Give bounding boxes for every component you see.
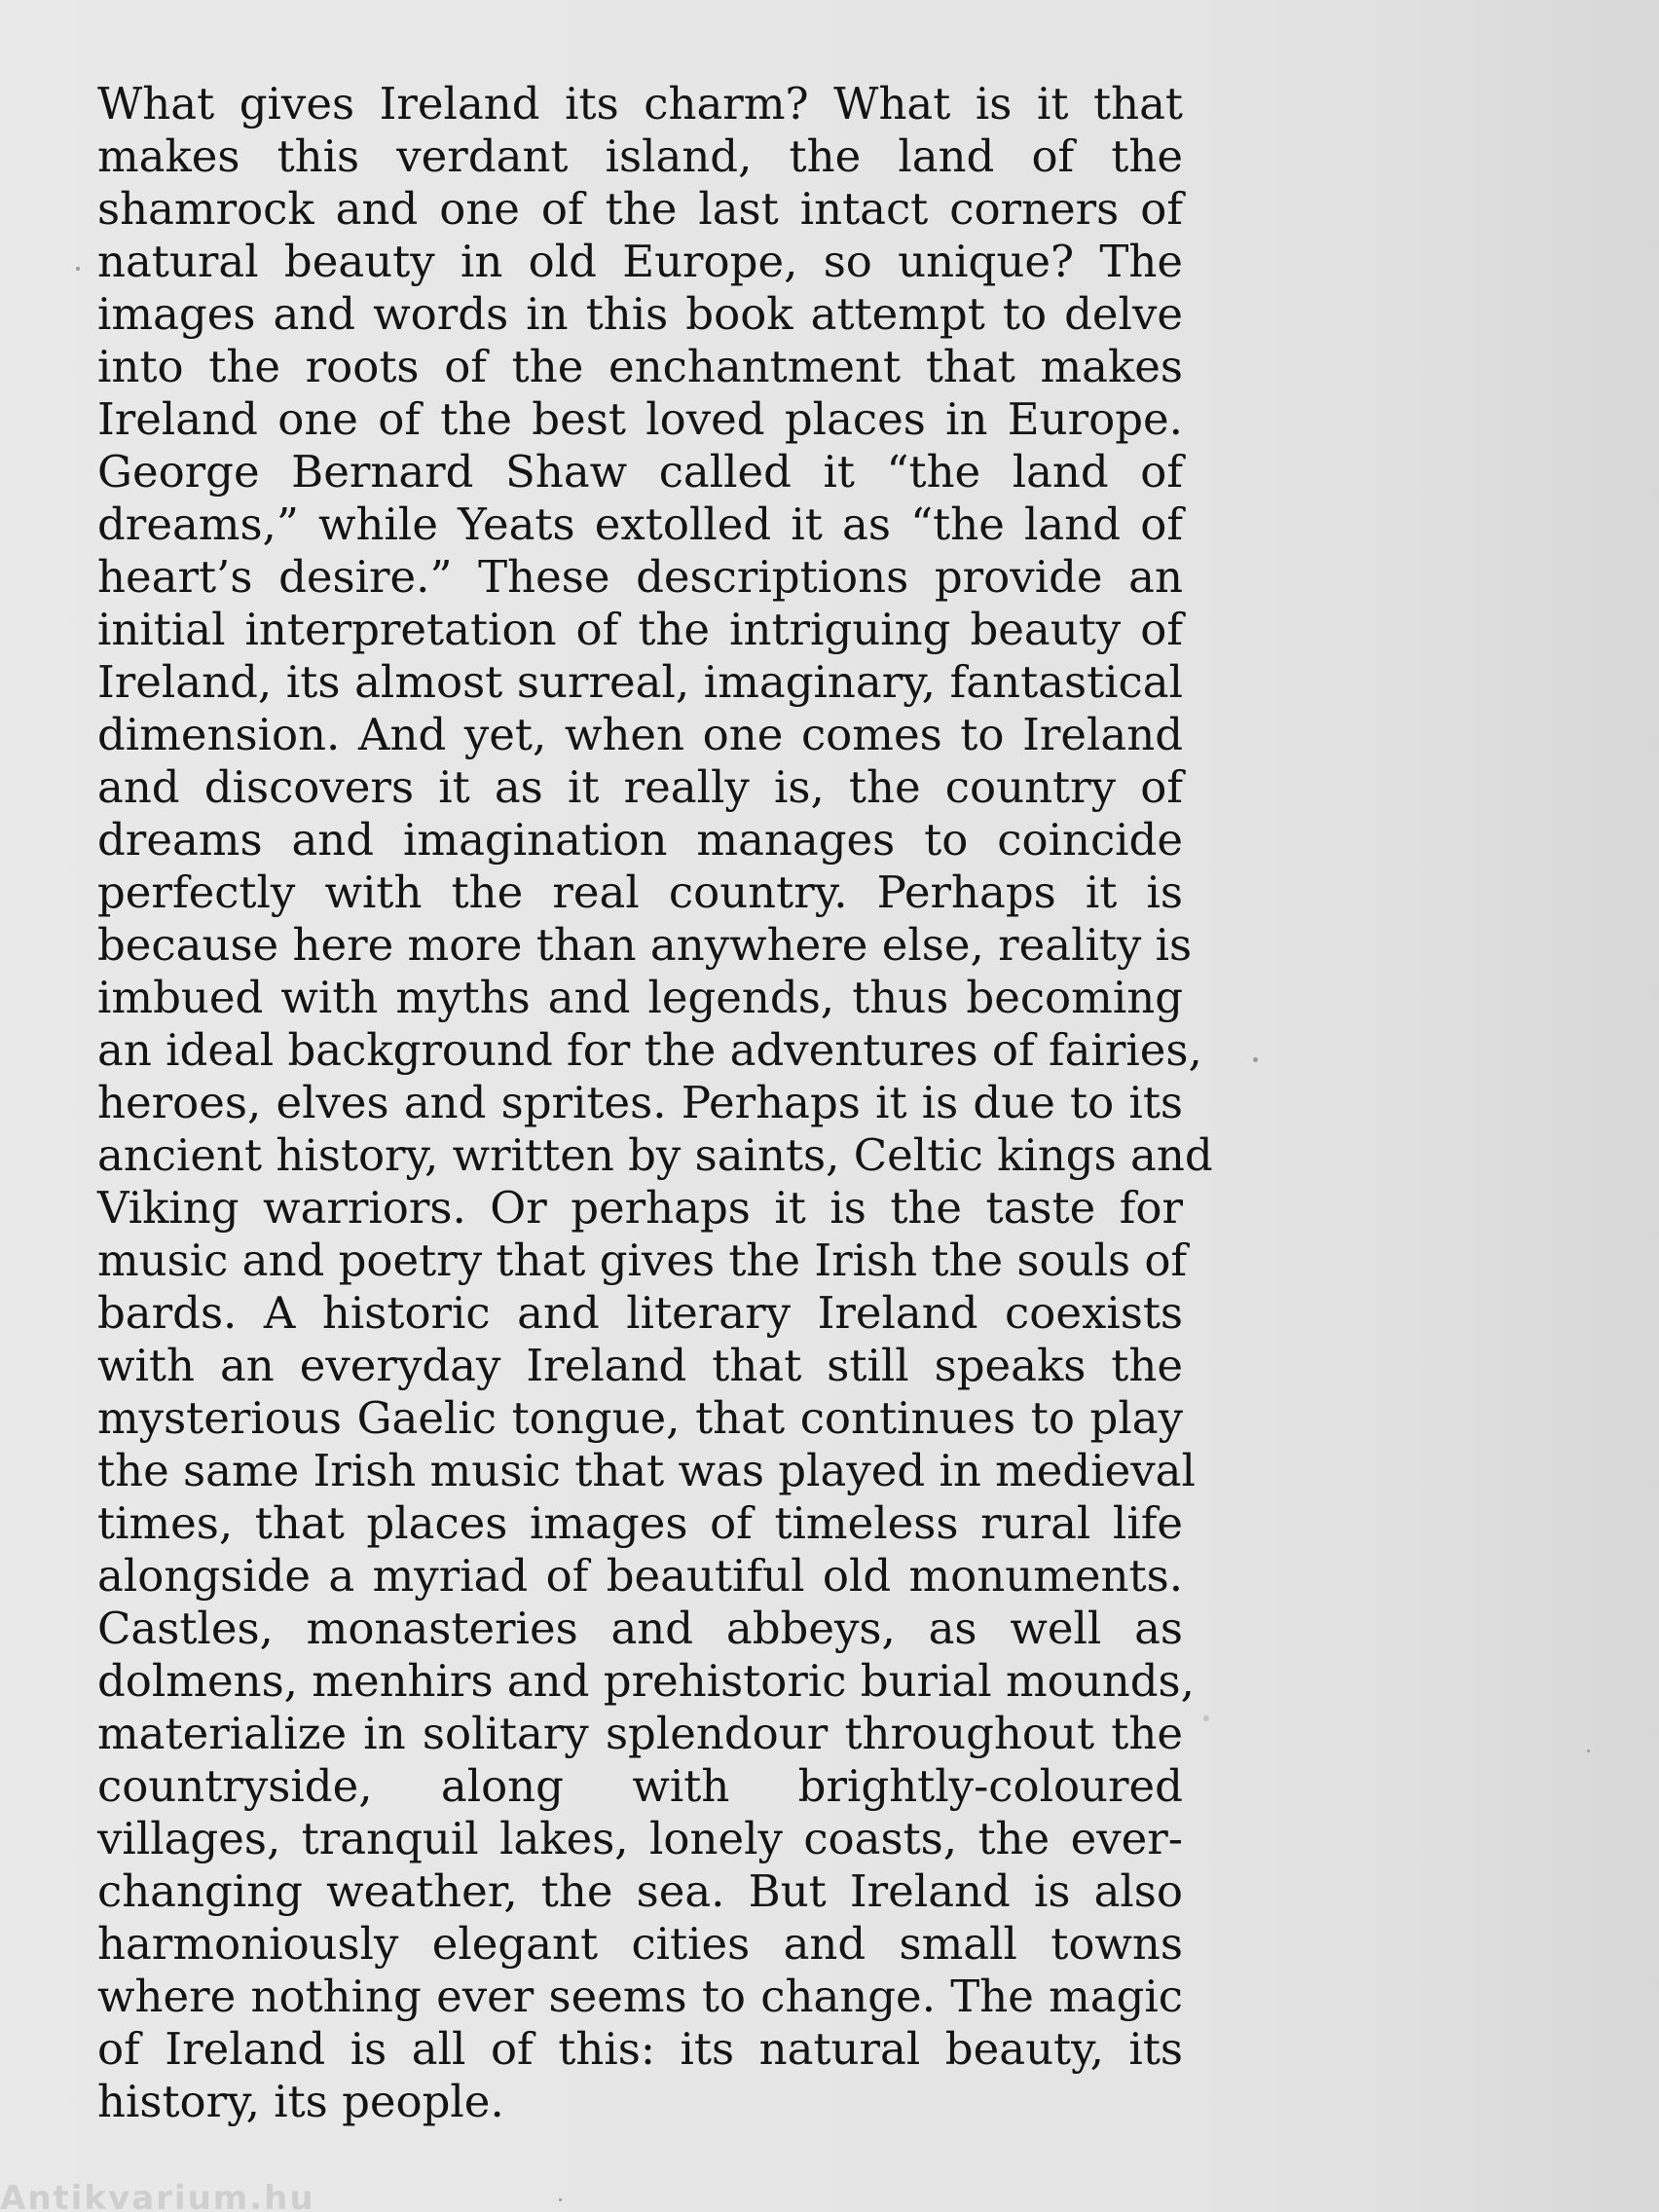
text-line: natural beauty in old Europe, so unique? The [97,236,1183,287]
text-line: initial interpretation of the intriguing beauty of [97,604,1183,655]
text-line: Viking warriors. Or perhaps it is the taste for [97,1182,1183,1234]
text-line: Castles, monasteries and abbeys, as well as [97,1603,1183,1654]
text-line: and discovers it as it really is, the country of [97,761,1183,813]
text-line: George Bernard Shaw called it “the land of [97,446,1183,498]
text-line: into the roots of the enchantment that makes [97,341,1183,392]
text-line: imbued with myths and legends, thus becoming [97,972,1183,1023]
paper-speck [1253,1057,1258,1062]
text-line: where nothing ever seems to change. The magic [97,1971,1183,2022]
text-line: shamrock and one of the last intact corners of [97,183,1183,235]
paper-speck [1203,1715,1209,1721]
paper-speck [76,267,80,271]
text-line: Ireland one of the best loved places in Europe. [97,393,1183,445]
text-line: times, that places images of timeless rural life [97,1497,1183,1549]
text-line: bards. A historic and literary Ireland coexists [97,1287,1183,1339]
body-text [97,78,1213,2128]
text-line: because here more than anywhere else, reality is [97,919,1193,971]
text-line: materialize in solitary splendour throughout the [97,1708,1183,1759]
paper-speck [1587,1750,1590,1752]
text-line-last: history, its people. [97,2076,504,2127]
text-line: an ideal background for the adventures of fairies, [97,1024,1202,1076]
text-line: dreams,” while Yeats extolled it as “the land of [97,498,1183,550]
text-line: dimension. And yet, when one comes to Ireland [97,709,1183,760]
text-line: villages, tranquil lakes, lonely coasts, the ever- [97,1813,1183,1864]
text-line: with an everyday Ireland that still speaks the [97,1340,1183,1391]
text-line: of Ireland is all of this: its natural beauty, its [97,2023,1183,2075]
text-line: alongside a myriad of beautiful old monuments. [97,1550,1183,1602]
text-line: heroes, elves and sprites. Perhaps it is due to its [97,1077,1183,1128]
text-line: harmoniously elegant cities and small towns [97,1918,1183,1970]
text-line: mysterious Gaelic tongue, that continues to play [97,1392,1183,1444]
text-line: heart’s desire.” These descriptions provide an [97,551,1183,603]
text-line: images and words in this book attempt to delve [97,288,1183,340]
text-line: countryside, along with brightly-coloured [97,1760,1183,1812]
text-line: ancient history, written by saints, Celtic kings and [97,1129,1213,1181]
text-line: dreams and imagination manages to coincide [97,814,1183,866]
watermark: Antikvarium.hu [0,2179,315,2212]
text-line: changing weather, the sea. But Ireland is also [97,1865,1183,1917]
page-edge-shading [1347,0,1659,2212]
paper-speck [559,2198,562,2201]
text-line: dolmens, menhirs and prehistoric burial mounds, [97,1655,1195,1707]
text-line: the same Irish music that was played in medieval [97,1445,1196,1496]
text-line: makes this verdant island, the land of the [97,130,1183,182]
text-line: What gives Ireland its charm? What is it that [97,78,1183,129]
text-line: perfectly with the real country. Perhaps it is [97,866,1183,918]
text-line: Ireland, its almost surreal, imaginary, fantastical [97,656,1183,708]
text-line: music and poetry that gives the Irish the souls of [97,1235,1188,1286]
